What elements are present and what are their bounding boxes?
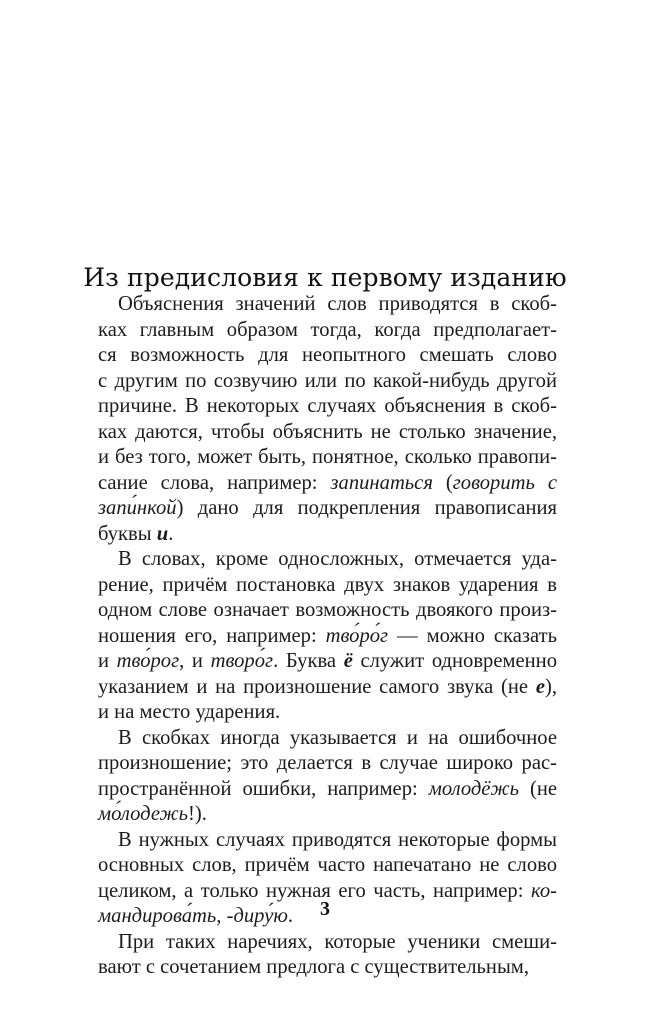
text-line xyxy=(98,547,557,573)
text-run: рение, причём постановка двух знаков ударения в xyxy=(98,573,557,596)
emphasized-word: ко- xyxy=(530,879,557,902)
text-run: ( xyxy=(432,471,453,494)
text-run: В словах, кроме односложных, отмечается уда- xyxy=(118,548,557,570)
text-run: причине. В некоторых случаях объяснения в скоб- xyxy=(98,395,557,417)
text-run: ках даются, чтобы объяснить не столько значение, xyxy=(98,420,557,443)
text-run: ках главным образом тогда, когда предполагает- xyxy=(98,318,557,341)
text-line xyxy=(98,624,557,650)
text-run: и xyxy=(98,650,117,672)
emphasized-word: мандирова́ть, -диру́ю xyxy=(98,905,288,927)
text-line xyxy=(98,930,557,956)
text-run: основных слов, причём часто напечатано не слово xyxy=(98,854,557,876)
text-run: . xyxy=(168,522,174,545)
emphasized-word: ё xyxy=(343,650,353,672)
text-run: вают с сочетанием предлога с существительным, xyxy=(98,956,529,978)
text-run: пространённой ошибки, например: xyxy=(98,777,429,800)
text-line xyxy=(98,496,557,522)
text-run: , и xyxy=(179,650,211,672)
page-number: 3 xyxy=(320,898,330,920)
text-run: При таких наречиях, которые ученики смеши- xyxy=(118,930,557,953)
text-run: В скобках иногда указывается и на ошибочное xyxy=(118,726,557,749)
text-line xyxy=(98,598,557,624)
emphasized-word: запинаться xyxy=(330,471,433,494)
text-line xyxy=(98,471,557,497)
text-line xyxy=(98,853,557,879)
text-run: одном слове означает возможность двоякого произ- xyxy=(98,599,557,621)
section-title: Из предисловия к первому изданию xyxy=(83,262,567,292)
paragraph xyxy=(98,292,557,547)
text-line xyxy=(98,318,557,344)
paragraph xyxy=(98,547,557,726)
text-line xyxy=(98,445,557,471)
text-line xyxy=(98,649,557,675)
emphasized-word: говорить с xyxy=(452,471,557,494)
text-line xyxy=(98,675,557,701)
text-run: ся возможность для неопытного смешать слово xyxy=(98,344,557,366)
text-run: В нужных случаях приводятся некоторые формы xyxy=(118,828,557,851)
text-line xyxy=(98,522,557,548)
emphasized-word: творо́г xyxy=(210,650,274,672)
text-line xyxy=(98,955,557,981)
emphasized-word: и xyxy=(156,522,169,545)
text-line xyxy=(98,828,557,854)
text-run: . xyxy=(287,905,294,927)
body-text xyxy=(98,292,557,981)
text-line xyxy=(98,777,557,803)
text-run: !). xyxy=(188,803,207,825)
text-run: . Буква xyxy=(273,650,344,672)
text-run: целиком, а только нужная его часть, например: xyxy=(98,879,531,902)
text-run: указанием и на произношение самого звука (не xyxy=(98,675,536,698)
text-run: сание слова, например: xyxy=(98,471,331,494)
text-line xyxy=(98,802,557,828)
text-line xyxy=(98,343,557,369)
text-run: и без того, может быть, понятное, сколько правопи- xyxy=(98,446,557,468)
text-run: произношение; это делается в случае широко рас- xyxy=(98,752,557,774)
text-line xyxy=(98,726,557,752)
emphasized-word: мо́лодежь xyxy=(98,803,189,825)
emphasized-word: запи́нкой xyxy=(98,497,177,519)
text-run: (не xyxy=(518,777,557,800)
text-run: буквы xyxy=(98,522,157,545)
text-line xyxy=(98,369,557,395)
emphasized-word: молодёжь xyxy=(428,777,519,800)
emphasized-word: тво́ро́г xyxy=(325,624,389,647)
emphasized-word: е xyxy=(535,675,545,698)
paragraph xyxy=(98,930,557,981)
emphasized-word: тво́рог xyxy=(116,650,180,672)
text-line xyxy=(98,751,557,777)
text-run: ), xyxy=(544,675,557,698)
text-line xyxy=(98,420,557,446)
text-line xyxy=(98,394,557,420)
text-line xyxy=(98,573,557,599)
text-run: с другим по созвучию или по какой-нибудь другой xyxy=(98,369,557,392)
text-run: и на место ударения. xyxy=(98,701,281,723)
text-line xyxy=(98,700,557,726)
text-run: Объяснения значений слов приводятся в скоб- xyxy=(118,293,557,315)
text-run: служит одновременно xyxy=(352,650,557,672)
text-run: ) дано для подкрепления правописания xyxy=(176,497,557,519)
text-run: — можно сказать xyxy=(388,624,558,647)
paragraph xyxy=(98,726,557,828)
text-run: ношения его, например: xyxy=(98,624,326,647)
text-line xyxy=(98,292,557,318)
